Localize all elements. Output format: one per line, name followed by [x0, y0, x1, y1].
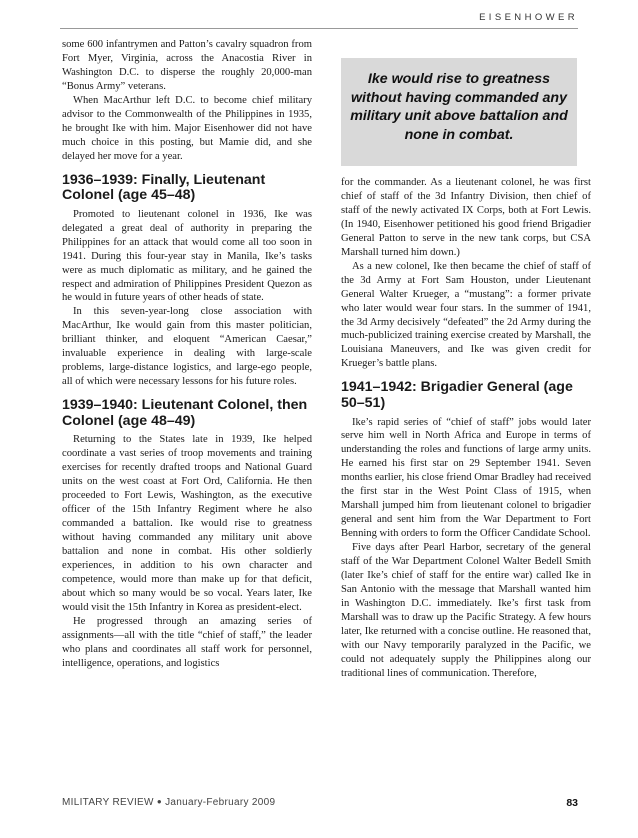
issue-date: January-February 2009 — [165, 797, 276, 808]
header-rule — [60, 28, 578, 29]
paragraph: Promoted to lieutenant colonel in 1936, Ike was delegated a great deal of authority in preparing the Philippines for an attack that would come all too soon in 1941. During this four-year stay in Manila, Ike’s tasks were as much diplomatic as military, and he gained the respect and admiration of Philippines President Quezon as he would in future years of other heads of state. — [62, 208, 312, 304]
paragraph: Returning to the States late in 1939, Ike helped coordinate a vast series of troop movements and training exercises for recently drafted troops and National Guard units on the west coast at Fort Ord, California. He then proceeded to Fort Lewis, Washington, as the executive officer of the 15th Infantry Regiment where he also commanded a battalion. Ike would rise to greatness without having commanded any military unit above battalion and none in combat. His other soldierly experiences, in addition to his own character and competence, would more than make up for that deficit, about which so many would be so vocal. Years later, Ike would visit the 15th Infantry in Korea as president-elect. — [62, 434, 312, 613]
paragraph: Five days after Pearl Harbor, secretary of the general staff of the War Department Colonel Walter Bedell Smith (later Ike’s chief of staff for the entire war) called Ike in San Antonio with the message that Marshall wanted him in Washington D.C. immediately. Ike’s first task from Marshall was to draw up the Pacific Strategy. A few hours later, Ike returned with a concise outline. He reasoned that, with our Navy temporarily paralyzed in the Pacific, we could not adequately supply the Philippines along our traditional lines of communication. Therefore, — [341, 542, 591, 679]
journal-info — [62, 797, 275, 808]
section-heading: 1941–1942: Brigadier General (age 50–51) — [341, 379, 573, 411]
bullet-icon: ● — [156, 797, 162, 806]
running-head: EISENHOWER — [479, 12, 578, 23]
paragraph: some 600 infantrymen and Patton’s cavalry squadron from Fort Myer, Virginia, across the Anacostia River in Washington D.C. to disperse the roughly 20,000-man “Bonus Army” veterans. — [62, 39, 312, 92]
section-heading: 1939–1940: Lieutenant Colonel, then Colonel (age 48–49) — [62, 397, 308, 429]
page-footer — [62, 797, 578, 813]
page-number: 83 — [566, 797, 578, 809]
section-heading: 1936–1939: Finally, Lieutenant Colonel (age 45–48) — [62, 171, 266, 204]
paragraph: for the commander. As a lieutenant colonel, he was first chief of staff of the 3d Infantry Division, then chief of staff of the newly activated IX Corps, both at Fort Lewis. (In 1940, Eisenhower petitioned his good friend Brigadier General Patton to serve in the new tank corps, but CSA Marshall turned him down.) — [341, 177, 591, 258]
paragraph: In this seven-year-long close association with MacArthur, Ike would gain from this master politician, brilliant thinker, and eloquent “American Caesar,” invaluable experience in dealing with large-scale problems, large-distance logistics, and large-ego people, all of which were necessary lessons for his future roles. — [62, 306, 312, 388]
journal-name: MILITARY REVIEW — [62, 797, 154, 808]
paragraph: When MacArthur left D.C. to become chief military advisor to the Commonwealth of the Philippines in 1935, he brought Ike with him. Major Eisenhower did not have much choice in this posting, but Mamie did, and she delayed her move for a year. — [62, 94, 312, 162]
paragraph: He progressed through an amazing series of assignments—all with the title “chief of staff,” the leader who plans and coordinates all staff work for personnel, intelligence, operations, and logistics — [62, 615, 312, 669]
left-column — [62, 38, 312, 671]
pull-quote: Ike would rise to greatness without having commanded any military unit above battalion and none in combat. — [341, 58, 577, 166]
paragraph: Ike’s rapid series of “chief of staff” jobs would later serve him well in North Africa and Europe in terms of understanding the roles and functions of large army units. He earned his first star on 29 September 1941. Seven months earlier, his close friend Omar Bradley had received the first star in the West Point Class of 1915, when Marshall jumped him from lieutenant colonel to brigadier general and sent him from the War Department to Fort Benning with orders to form the Officer Candidate School. — [341, 416, 591, 540]
right-column — [341, 176, 591, 681]
paragraph: As a new colonel, Ike then became the chief of staff of the 3d Army at Fort Sam Houston, under Lieutenant General Walter Krueger, a “mustang”: a former private who later would wear four stars. In the summer of 1941, the 3d Army decisively “defeated” the 2d Army during the much-publicized training exercise created by Marshall, the Louisiana Maneuvers, and Ike was given credit for Krueger’s battle plans. — [341, 260, 591, 370]
